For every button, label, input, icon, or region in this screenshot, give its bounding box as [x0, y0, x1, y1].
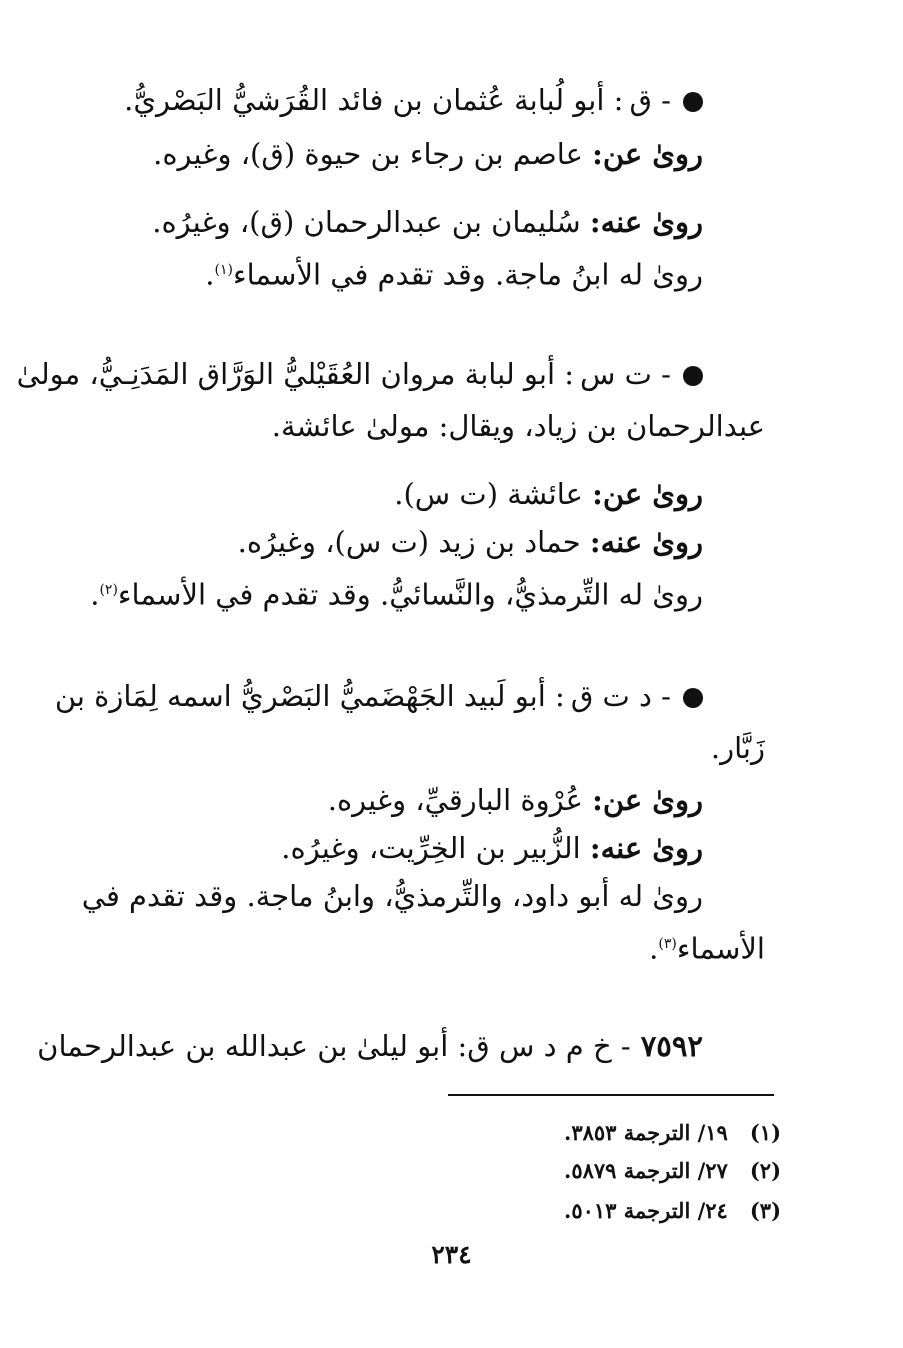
entry-2-rawa-lahu: روىٰ له التِّرمذيُّ، والنَّسائيُّ. وقد تقدم في الأسماء$^{(٢)}$.	[90, 577, 703, 612]
entry-3-rawa-an: روىٰ عن: عُرْوة البارقيِّ، وغيره.	[327, 783, 703, 817]
bullet-icon	[683, 366, 703, 386]
entry-3-rawa-lahu-cont: الأسماء$^{(٣)}$.	[649, 931, 765, 966]
entry-2-name: أبو لبابة مروان العُقَيْليُّ الوَرَّاق المَدَنِـيُّ، مولىٰ	[16, 357, 556, 391]
footnote-divider	[448, 1094, 774, 1096]
footnote-2: (٢)٢٧/ الترجمة ٥٨٧٩.	[564, 1158, 781, 1183]
entry-3-heading-cont: زَبَّار.	[710, 731, 765, 765]
entry-1-rawa-an: روىٰ عن: عاصم بن رجاء بن حيوة (ق)، وغيره.	[153, 137, 703, 171]
footnote-ref: (١)	[214, 262, 233, 278]
entry-3-name: أبو لَبيد الجَهْضَميُّ البَصْريُّ اسمه لِمَازة بن	[54, 679, 546, 713]
entry-7592-text: - خ م د س ق: أبو ليلىٰ بن عبدالله بن عبدالرحمان	[37, 1029, 631, 1063]
footnote-3: (٣)٢٤/ الترجمة ٥٠١٣.	[564, 1198, 781, 1223]
entry-3-rawa-anhu: روىٰ عنه: الزُّبير بن الخِرِّيت، وغيرُه.	[281, 831, 703, 865]
entry-1-heading: - ق: أبو لُبابة عُثمان بن فائد القُرَشيُّ البَصْريُّ.	[124, 80, 703, 120]
entry-2-rawa-an: روىٰ عن: عائشة (ت س).	[394, 477, 703, 511]
entry-1-rawa-lahu: روىٰ له ابنُ ماجة. وقد تقدم في الأسماء$^{(١)}$.	[205, 257, 703, 292]
footnote-ref: (٣)	[658, 936, 677, 952]
entry-3-sigla: د ت ق	[570, 679, 652, 713]
entry-2-sigla: ت س	[580, 357, 652, 391]
bullet-icon	[683, 92, 703, 112]
entry-number: ٧٥٩٢	[640, 1029, 703, 1063]
page-number: ٢٣٤	[431, 1240, 472, 1269]
footnote-1: (١)١٩/ الترجمة ٣٨٥٣.	[564, 1120, 781, 1145]
entry-3-rawa-lahu: روىٰ له أبو داود، والتِّرمذيُّ، وابنُ ماجة. وقد تقدم في	[81, 879, 703, 913]
bullet-icon	[683, 688, 703, 708]
entry-1-sigla: ق	[629, 83, 652, 117]
entry-7592-heading	[37, 1026, 703, 1066]
entry-1-name: أبو لُبابة عُثمان بن فائد القُرَشيُّ البَصْريُّ.	[124, 83, 605, 117]
footnote-ref: (٢)	[99, 582, 118, 598]
entry-2-heading: - ت س: أبو لبابة مروان العُقَيْليُّ الوَرَّاق المَدَنِـيُّ، مولىٰ	[17, 354, 703, 394]
entry-2-heading-cont: عبدالرحمان بن زياد، ويقال: مولىٰ عائشة.	[271, 409, 765, 443]
entry-3-heading: - د ت ق: أبو لَبيد الجَهْضَميُّ البَصْريُّ اسمه لِمَازة بن	[55, 676, 703, 716]
entry-2-rawa-anhu: روىٰ عنه: حماد بن زيد (ت س)، وغيرُه.	[237, 525, 703, 559]
entry-1-rawa-anhu: روىٰ عنه: سُليمان بن عبدالرحمان (ق)، وغيرُه.	[152, 205, 703, 239]
